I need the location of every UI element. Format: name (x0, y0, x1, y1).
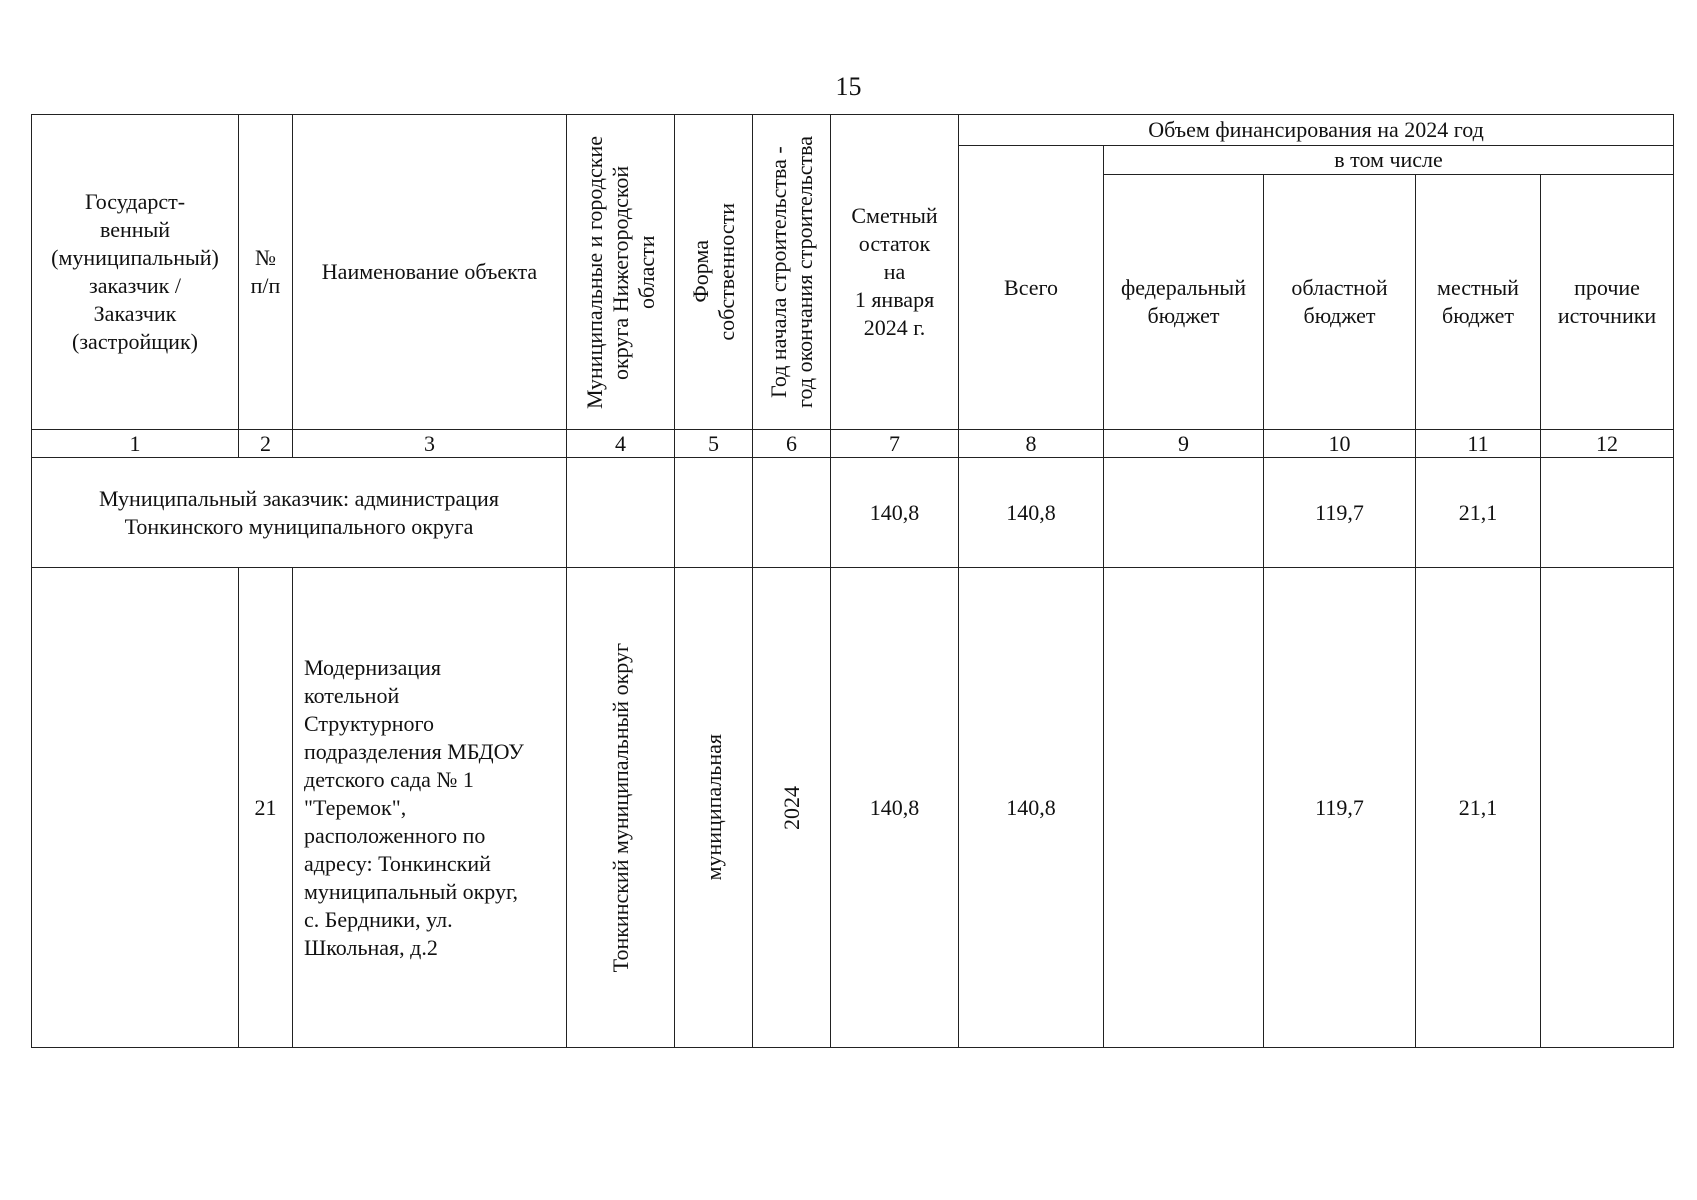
object-customer (32, 568, 239, 1048)
customer-row (32, 458, 1674, 568)
object-local: 21,1 (1416, 568, 1541, 1048)
header-estimate-balance: Сметный остаток на 1 января 2024 г. (831, 115, 959, 430)
header-total: Всего (959, 146, 1104, 430)
header-local-budget: местный бюджет (1416, 175, 1541, 430)
customer-years (753, 458, 831, 568)
header-funding-group: Объем финансирования на 2024 год (959, 115, 1674, 146)
object-ownership (675, 568, 753, 1048)
column-number: 2 (239, 430, 293, 458)
object-row (32, 568, 1674, 1048)
object-number: 21 (239, 568, 293, 1048)
column-number: 6 (753, 430, 831, 458)
column-number: 1 (32, 430, 239, 458)
object-other (1541, 568, 1674, 1048)
object-district (567, 568, 675, 1048)
column-number: 10 (1264, 430, 1416, 458)
construction-financing-table (31, 114, 1674, 1048)
customer-ownership (675, 458, 753, 568)
page-number: 15 (835, 72, 862, 101)
header-including: в том числе (1104, 146, 1674, 175)
customer-local: 21,1 (1416, 458, 1541, 568)
header-districts (567, 115, 675, 430)
customer-other (1541, 458, 1674, 568)
header-regional-budget: областной бюджет (1264, 175, 1416, 430)
column-number-row (32, 430, 1674, 458)
header-row-1 (32, 115, 1674, 146)
header-row-number: № п/п (239, 115, 293, 430)
column-number: 12 (1541, 430, 1674, 458)
header-customer: Государст- венный (муниципальный) заказчик / Заказчик (застройщик) (32, 115, 239, 430)
customer-federal (1104, 458, 1264, 568)
header-construction-years-text: Год начала строительства - год окончания строительства (765, 136, 817, 408)
customer-regional: 119,7 (1264, 458, 1416, 568)
column-number: 8 (959, 430, 1104, 458)
column-number: 4 (567, 430, 675, 458)
customer-name: Муниципальный заказчик: администрация Тонкинского муниципального округа (32, 458, 567, 568)
header-districts-text: Муниципальные и городские округа Нижегородской области (581, 135, 659, 409)
header-object-name: Наименование объекта (293, 115, 567, 430)
column-number: 11 (1416, 430, 1541, 458)
object-federal (1104, 568, 1264, 1048)
customer-district (567, 458, 675, 568)
column-number: 3 (293, 430, 567, 458)
object-ownership-text: муниципальная (700, 734, 726, 881)
object-years (753, 568, 831, 1048)
customer-total: 140,8 (959, 458, 1104, 568)
object-estimate-balance: 140,8 (831, 568, 959, 1048)
customer-estimate-balance: 140,8 (831, 458, 959, 568)
object-district-text: Тонкинский муниципальный округ (607, 642, 633, 973)
header-construction-years (753, 115, 831, 430)
header-other-sources: прочие источники (1541, 175, 1674, 430)
column-number: 7 (831, 430, 959, 458)
object-name: Модернизация котельной Структурного подразделения МБДОУ детского сада № 1 "Теремок", расположенного по адресу: Тонкинский муниципальный округ, с. Бердники, ул. Школьная, д.2 (293, 568, 567, 1048)
object-years-text: 2024 (778, 785, 804, 830)
object-total: 140,8 (959, 568, 1104, 1048)
header-ownership (675, 115, 753, 430)
column-number: 9 (1104, 430, 1264, 458)
header-ownership-text: Форма собственности (687, 203, 739, 341)
object-regional: 119,7 (1264, 568, 1416, 1048)
header-federal-budget: федеральный бюджет (1104, 175, 1264, 430)
column-number: 5 (675, 430, 753, 458)
